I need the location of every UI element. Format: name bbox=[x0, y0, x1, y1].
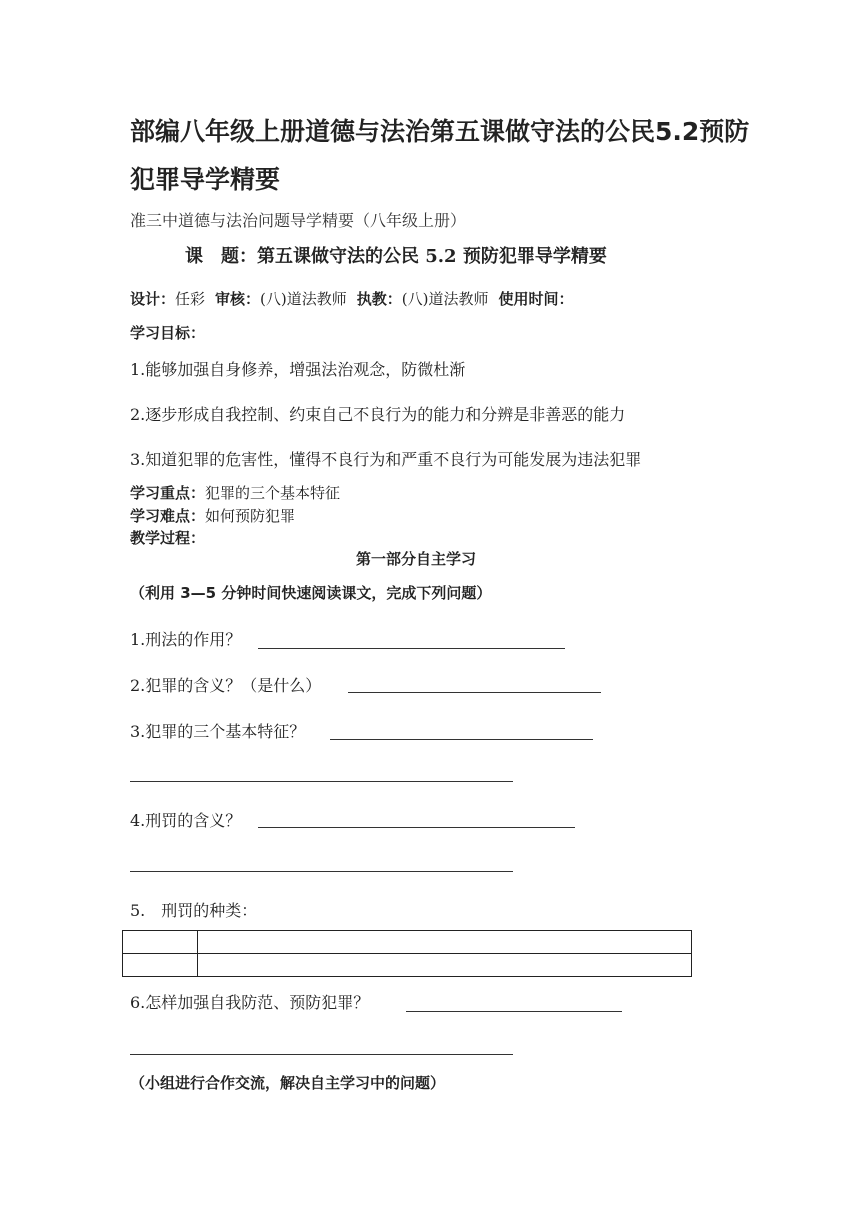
answer-line bbox=[258, 648, 565, 649]
answer-line bbox=[130, 1054, 513, 1055]
goal-item: 2.逐步形成自我控制、约束自己不良行为的能力和分辨是非善恶的能力 bbox=[130, 405, 626, 424]
process-label: 教学过程： bbox=[130, 529, 206, 547]
penalty-kinds-table bbox=[122, 930, 692, 977]
table-cell[interactable] bbox=[198, 954, 692, 977]
answer-line bbox=[330, 739, 593, 740]
goal-item: 3.知道犯罪的危害性，懂得不良行为和严重不良行为可能发展为违法犯罪 bbox=[130, 450, 642, 469]
review-value: (八)道法教师 bbox=[260, 290, 347, 308]
answer-line bbox=[130, 781, 513, 782]
course-topic: 第五课做守法的公民 5.2 预防犯罪导学精要 bbox=[257, 246, 607, 267]
question-4: 4.刑罚的含义？ bbox=[130, 811, 242, 830]
design-label: 设计： bbox=[130, 290, 176, 308]
course-topic-line bbox=[185, 242, 607, 268]
table-cell[interactable] bbox=[198, 931, 692, 954]
focus-value: 犯罪的三个基本特征 bbox=[205, 484, 341, 502]
credits-line bbox=[130, 288, 574, 309]
teach-value: (八)道法教师 bbox=[401, 290, 489, 308]
goals-heading: 学习目标： bbox=[130, 324, 206, 342]
question-5: 5. 刑罚的种类： bbox=[130, 901, 258, 920]
answer-line bbox=[258, 827, 575, 828]
question-2: 2.犯罪的含义？（是什么） bbox=[130, 676, 322, 695]
question-6: 6.怎样加强自我防范、预防犯罪？ bbox=[130, 993, 370, 1012]
question-1: 1.刑法的作用？ bbox=[130, 630, 242, 649]
answer-line bbox=[130, 871, 513, 872]
process-line bbox=[130, 527, 205, 548]
course-label: 课 题： bbox=[185, 246, 257, 267]
table-cell[interactable] bbox=[123, 931, 198, 954]
instruction: （利用 3—5 分钟时间快速阅读课文，完成下列问题） bbox=[130, 584, 492, 602]
question-3: 3.犯罪的三个基本特征？ bbox=[130, 722, 306, 741]
design-value: 任彩 bbox=[175, 290, 206, 308]
table-cell[interactable] bbox=[123, 954, 198, 977]
teach-label: 执教： bbox=[356, 290, 402, 308]
part-title: 第一部分自主学习 bbox=[356, 550, 477, 568]
answer-line bbox=[406, 1011, 622, 1012]
difficulty-line bbox=[130, 505, 295, 526]
review-label: 审核： bbox=[215, 290, 261, 308]
focus-line bbox=[130, 482, 340, 503]
table-row bbox=[123, 931, 692, 954]
focus-label: 学习重点： bbox=[130, 484, 206, 502]
difficulty-label: 学习难点： bbox=[130, 507, 206, 525]
difficulty-value: 如何预防犯罪 bbox=[205, 507, 296, 525]
time-label: 使用时间： bbox=[498, 290, 574, 308]
closing-note: （小组进行合作交流，解决自主学习中的问题） bbox=[130, 1074, 446, 1092]
document-title: 部编八年级上册道德与法治第五课做守法的公民5.2预防犯罪导学精要 bbox=[130, 117, 750, 194]
document-subtitle: 准三中道德与法治问题导学精要（八年级上册） bbox=[130, 211, 467, 230]
answer-line bbox=[348, 692, 601, 693]
table-row bbox=[123, 954, 692, 977]
goal-item: 1.能够加强自身修养，增强法治观念，防微杜渐 bbox=[130, 360, 466, 379]
